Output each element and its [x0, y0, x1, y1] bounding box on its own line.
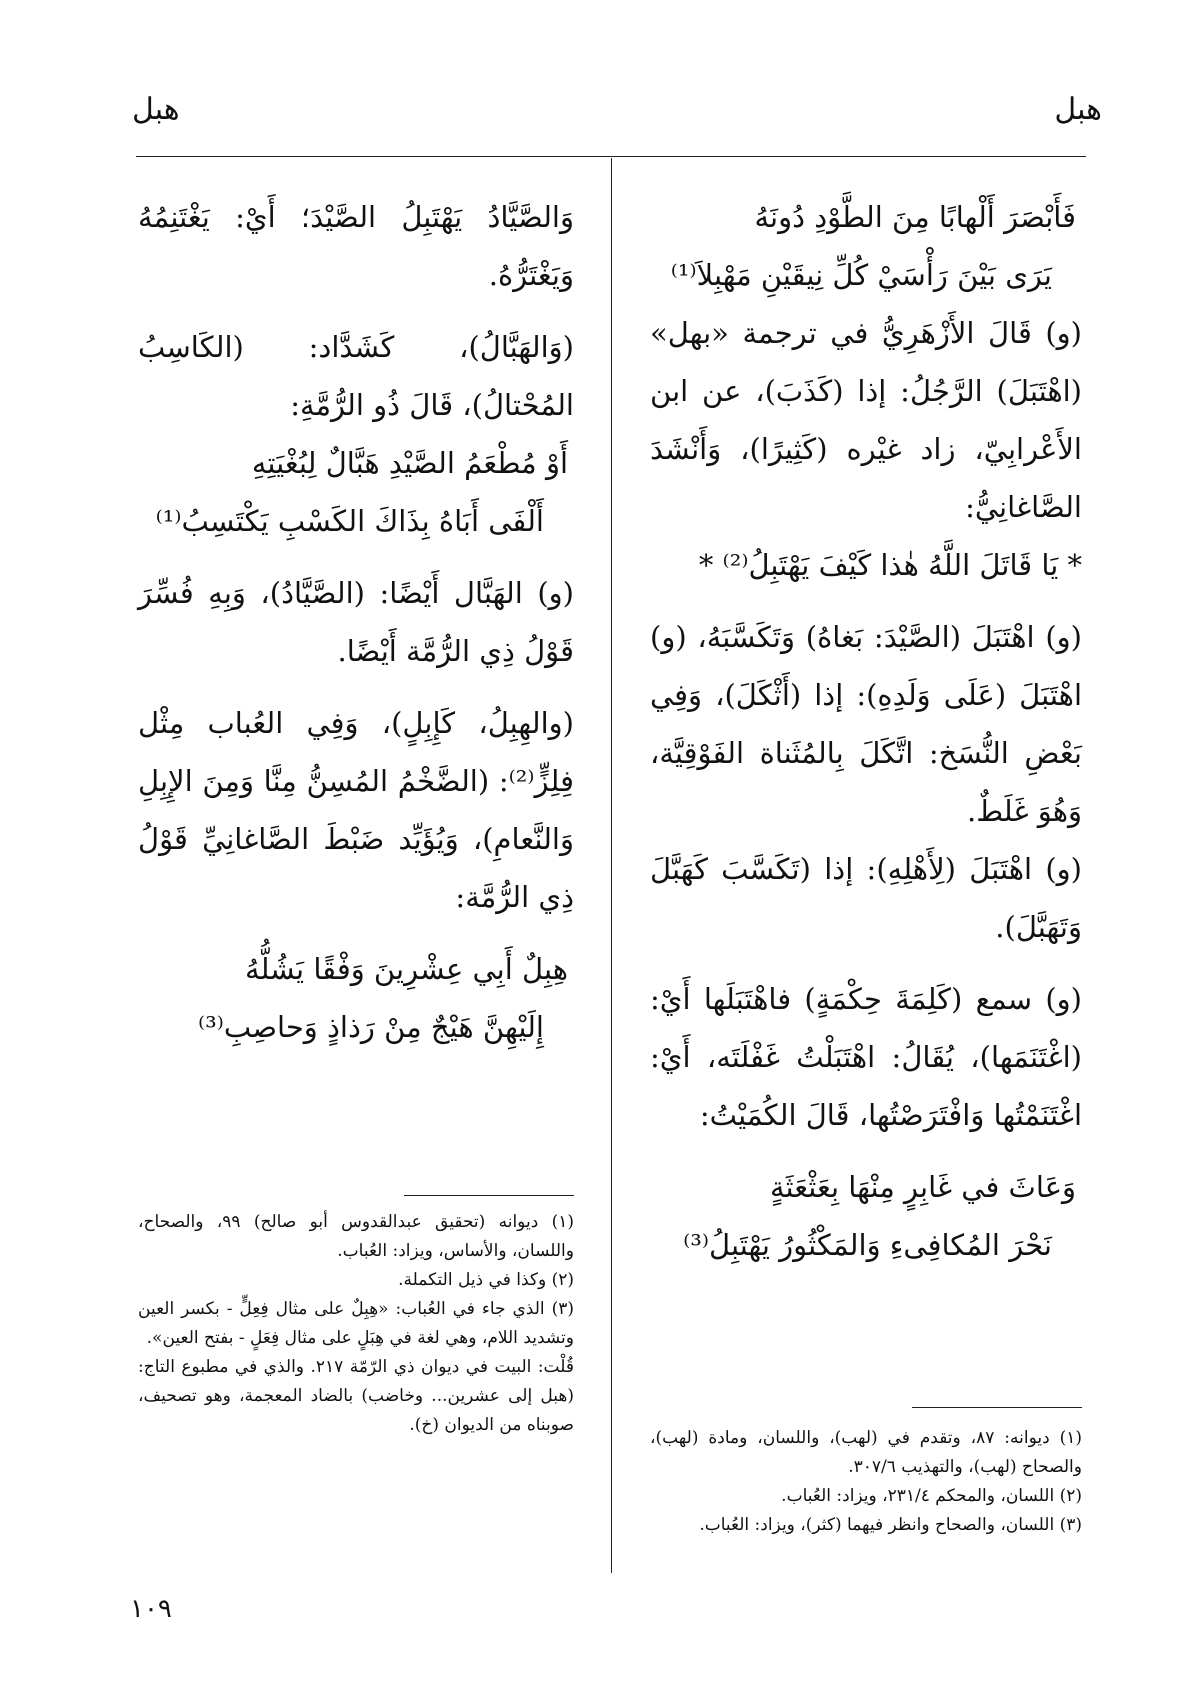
left-footnotes [138, 1208, 574, 1440]
running-header-right: هبل [1054, 92, 1102, 127]
verse-line: أَلْفَى أَبَاهُ بِذَاكَ الكَسْبِ يَكْتَسِبُ⁽¹⁾ [155, 504, 544, 538]
footnote: (٢) وكذا في ذيل التكملة. [398, 1270, 574, 1290]
paragraph: (و) اهْتَبَلَ (الصَّيْدَ: بَغاهُ) وَتَكَسَّبَهُ، (و) اهْتَبَلَ (عَلَى وَلَدِهِ): إذا (أَثْكَلَ)، وَفِي بَعْضِ النُّسَخ: اتَّكَلَ بِالمُثَناة الفَوْقِيَّة، وَهُوَ غَلَطٌ. [650, 620, 1082, 828]
paragraph: (و) اهْتَبَلَ (لِأَهْلِهِ): إذا (تَكَسَّبَ كَهَبَّلَ وَتَهَبَّلَ). [650, 852, 1082, 944]
verse-line: * يَا قَاتَلَ اللَّهُ هٰذا كَيْفَ يَهْتَبِلُ⁽²⁾ * [698, 548, 1082, 582]
paragraph: وَالصَّيَّادُ يَهْتَبِلُ الصَّيْدَ؛ أَيْ: يَغْتَنِمُهُ وَيَغْتَرُّهُ. [138, 200, 574, 292]
footnote-rule [404, 1195, 574, 1196]
right-footnotes [650, 1424, 1082, 1540]
verse-line: يَرَى بَيْنَ رَأْسَيْ كُلِّ نِيقَيْنِ مَهْبِلاَ⁽¹⁾ [670, 258, 1052, 292]
running-header-left: هبل [132, 92, 180, 127]
paragraph: (وَالهَبَّالُ)، كَشَدَّاد: (الكَاسِبُ المُحْتالُ)، قَالَ ذُو الرُّمَّةِ: [138, 330, 574, 422]
verse-line: إِلَيْهِنَّ هَيْجٌ مِنْ رَذاذٍ وَحاصِبِ⁽³⁾ [198, 1010, 544, 1044]
verse-line: هِبِلٌ أَبِي عِشْرِينَ وَفْقًا يَشُلُّهُ [245, 952, 568, 986]
footnote: قُلْت: البيت في ديوان ذي الرّمّة ٢١٧. والذي في مطبوع التاج: (هبل إلى عشرين... وخاضب) بالضاد المعجمة، وهو تصحيف، صوبناه من الديوان (خ). [138, 1357, 574, 1435]
footnote-rule [912, 1407, 1082, 1408]
footnote: (٣) الذي جاء في العُباب: «هِبِلٌ على مثال فِعِلٍّ - بكسر العين وتشديد اللام، وهي لغة في هِبَلٍ على مثال فِعَلٍ - بفتح العين». [138, 1299, 574, 1348]
paragraph: (و) سمع (كَلِمَةَ حِكْمَةٍ) فاهْتَبَلَها أَيْ: (اغْتَنَمَها)، يُقَالُ: اهْتَبَلْتُ غَفْلَتَه، أَيْ: اغْتَنَمْتُها وَافْتَرَصْتُها، قَالَ الكُمَيْتُ: [650, 982, 1082, 1132]
right-column [650, 188, 1082, 1274]
paragraph: (و) الهَبَّال أَيْضًا: (الصَّيَّادُ)، وَبِهِ فُسِّرَ قَوْلُ ذِي الرُّمَّة أَيْضًا. [138, 576, 574, 668]
footnote: (٢) اللسان، والمحكم ٢٣١/٤، ويزاد: العُباب. [781, 1486, 1082, 1506]
paragraph: (والهِبِلُ، كَإِبِلٍ)، وَفِي العُباب مِثْل فِلِزٍّ⁽²⁾: (الضَّخْمُ المُسِنُّ مِنَّا وَمِنَ الإِبِلِ وَالنَّعامِ)، وَيُؤَيِّد ضَبْطَ الصَّاغانِيِّ قَوْلُ ذِي الرُّمَّة: [138, 706, 574, 914]
header-rule [136, 156, 1086, 157]
page-number: ١٠٩ [130, 1594, 172, 1624]
left-column [138, 188, 574, 1056]
footnote: (١) ديوانه (تحقيق عبدالقدوس أبو صالح) ٩٩، والصحاح، واللسان، والأساس، ويزاد: العُباب. [138, 1212, 574, 1261]
column-divider [611, 158, 612, 1573]
verse-line: وَعَاثَ في غَابِرٍ مِنْهَا بِعَثْعَثَةٍ [769, 1170, 1076, 1204]
footnote: (١) ديوانه: ٨٧، وتقدم في (لهب)، واللسان، ومادة (لهب)، والصحاح (لهب)، والتهذيب ٣٠٧/٦. [650, 1428, 1082, 1477]
paragraph: (و) قَالَ الأَزْهَرِيُّ في ترجمة «بهل» (اهْتَبَلَ) الرَّجُلُ: إذا (كَذَبَ)، عن ابن الأَعْرابِيّ، زاد غيْره (كَثِيرًا)، وَأَنْشَدَ الصَّاغانِيُّ: [650, 316, 1082, 524]
verse-line: نَحْرَ المُكافِىءِ وَالمَكْثُورُ يَهْتَبِلُ⁽³⁾ [683, 1228, 1052, 1262]
verse-line: فَأَبْصَرَ أَلْهابًا مِنَ الطَّوْدِ دُونَهُ [754, 200, 1076, 234]
footnote: (٣) اللسان، والصحاح وانظر فيهما (كثر)، ويزاد: العُباب. [699, 1515, 1082, 1535]
verse-line: أَوْ مُطْعَمُ الصَّيْدِ هَبَّالٌ لِبُغْيَتِهِ [251, 446, 568, 480]
